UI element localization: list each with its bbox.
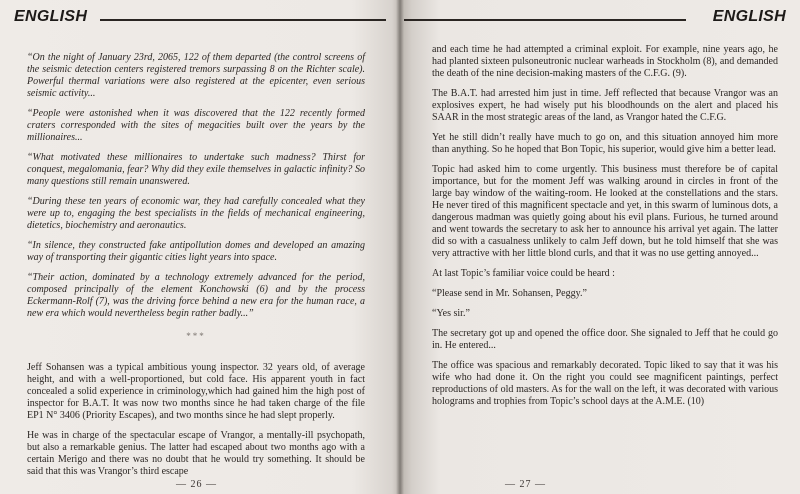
dialogue-line: “Please send in Mr. Sohansen, Peggy.” (432, 288, 587, 299)
body-paragraph: and each time he had attempted a criminal exploit. For example, nine years ago, he had planted sixteen pulsoneutronic nuclear warheads in Stockholm (8), and demanded the death of the nine decision-making masters of the C.F.G. (9). (432, 44, 778, 79)
left-header-title: ENGLISH (14, 8, 88, 25)
left-page-number: — 26 — (176, 479, 217, 490)
right-page (400, 0, 800, 494)
italic-paragraph: “People were astonished when it was discovered that the 122 recently formed craters corresponded with the sites of megacities built over the years by the millionaires... (27, 108, 365, 143)
section-separator: *** (186, 331, 206, 341)
right-page-header (400, 8, 800, 30)
left-text-column (27, 52, 365, 486)
right-page-number: — 27 — (505, 479, 546, 490)
italic-paragraph: “What motivated these millionaires to undertake such madness? Thirst for conquest, megalomania, fear? Why did they exile themselves in galactic infinity? So many questions still remain unanswered. (27, 152, 365, 187)
body-paragraph: At last Topic’s familiar voice could be heard : (432, 268, 615, 279)
body-paragraph: He was in charge of the spectacular escape of Vrangor, a mentally-ill psychopath, but also a remarkable genius. The latter had escaped about two months ago with a certain Merigo and there was no doubt that he would try something. It should be said that this was Vrangor’s third escape (27, 430, 365, 477)
left-page-header (0, 8, 400, 30)
body-paragraph: The B.A.T. had arrested him just in time. Jeff reflected that because Vrangor was an explosives expert, he had wisely put his bloodhounds on the alert and placed his SAAR in the most strategic areas of the land, as Vrangor hated the C.F.G. (432, 88, 778, 123)
italic-paragraph: “In silence, they constructed fake antipollution domes and developed an amazing way of transporting their gigantic cities light years into space. (27, 240, 365, 263)
body-paragraph: The secretary got up and opened the office door. She signaled to Jeff that he could go in. He entered... (432, 328, 778, 351)
italic-paragraph: “Their action, dominated by a technology extremely advanced for the period, composed principally of the element Konchowski (6) and by the process Eckermann-Rolf (7), was the driving force behind a new era for the human race, a new era which would nevertheless begin rather badly...” (27, 272, 365, 319)
italic-paragraph: “On the night of January 23rd, 2065, 122 of them departed (the control screens of the seismic detection centers registered tremors surpassing 8 on the Richter scale). Powerful thermal variations were also registered at the epicenter, even serious seismic activity... (27, 52, 365, 99)
body-paragraph: Jeff Sohansen was a typical ambitious young inspector. 32 years old, of average height, and with a well-proportioned, but cold face. His apparent youth in fact concealed a solid experience in criminology,which had gained him the high post of inspector for B.A.T. It was now two months since he had taken charge of the file EP1 N° 3406 (Priority Escapes), and two months since he had slept properly. (27, 362, 365, 421)
body-paragraph: Yet he still didn’t really have much to go on, and this situation annoyed him more than anything. So he hoped that Bon Topic, his superior, would give him a better lead. (432, 132, 778, 155)
body-paragraph: Topic had asked him to come urgently. This business must therefore be of capital importance, but for the moment Jeff was walking around in circles in front of the large bay window of the waiting-room. He looked at the constellations and the stars. He never tired of this magnificent spectacle and yet, in this swarm of luminous dots, a dangerous madman was quietly going about his evil plans. Furious, he turned around and went towards the secretary to ask her to announce his arrival yet again. The latter did so with a casualness unlikely to calm Jeff down, but he told himself that she was very attractive with her little blond curls, and that it was no use getting annoyed... (432, 164, 778, 259)
right-text-column (432, 44, 778, 416)
right-header-title: ENGLISH (712, 8, 786, 25)
right-header-rule (404, 19, 686, 21)
body-paragraph: The office was spacious and remarkably decorated. Topic liked to say that it was his wife who had done it. On the right you could see magnificent paintings, perfect reproductions of old masters. As for the wall on the left, it was decorated with various holograms and trophies from Topic’s school days at the A.M.E. (10) (432, 360, 778, 407)
left-header-rule (100, 19, 386, 21)
italic-paragraph: “During these ten years of economic war, they had carefully concealed what they were up to, engaging the best specialists in the fields of mechanical engineering, dietetics, biochemistry and aeronautics. (27, 196, 365, 231)
dialogue-line: “Yes sir.” (432, 308, 470, 319)
